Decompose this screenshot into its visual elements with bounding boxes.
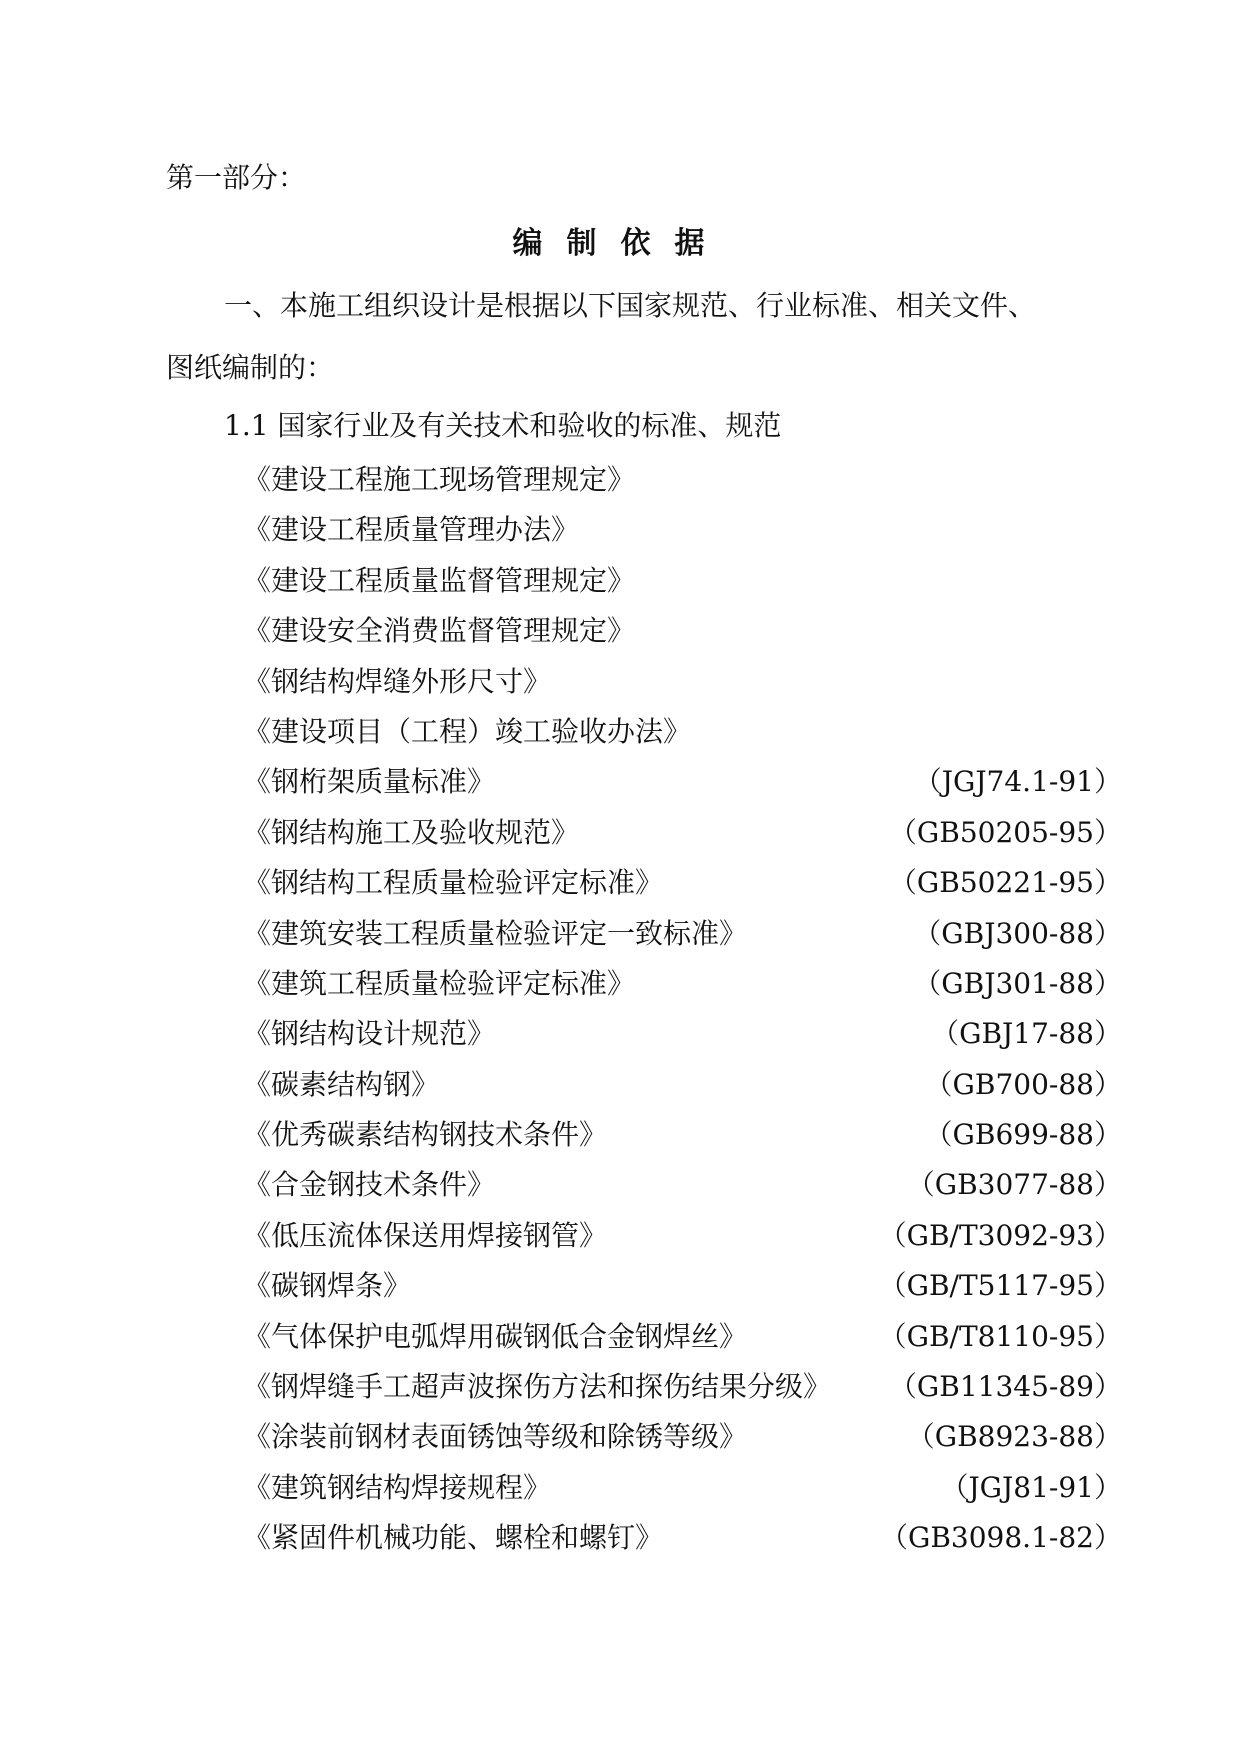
list-item	[0, 1520, 1241, 1570]
standard-code: （JGJ74.1-91）	[913, 765, 1122, 799]
standard-title: 《紧固件机械功能、螺栓和螺钉》	[243, 1521, 664, 1555]
standard-code: （GBJ300-88）	[913, 916, 1122, 950]
list-item	[0, 1167, 1241, 1217]
standard-title: 《钢结构设计规范》	[243, 1017, 496, 1051]
standard-title: 《钢焊缝手工超声波探伤方法和探伤结果分级》	[243, 1370, 832, 1404]
list-item	[0, 1419, 1241, 1469]
intro-paragraph-line-2: 图纸编制的：	[166, 351, 335, 384]
standard-title: 《建设工程质量管理办法》	[243, 513, 580, 547]
list-item	[0, 462, 1241, 512]
standard-code: （GB3077-88）	[906, 1168, 1122, 1202]
standards-list	[0, 462, 1241, 1571]
list-item	[0, 613, 1241, 663]
standard-title: 《钢结构施工及验收规范》	[243, 815, 580, 849]
standard-title: 《钢桁架质量标准》	[243, 765, 496, 799]
standard-code: （JGJ81-91）	[940, 1470, 1122, 1504]
standard-title: 《建设项目（工程）竣工验收办法》	[243, 714, 692, 748]
list-item	[0, 1470, 1241, 1520]
list-item	[0, 563, 1241, 613]
section-title: 1.1 国家行业及有关技术和验收的标准、规范	[224, 409, 782, 442]
standard-title: 《钢结构焊缝外形尺寸》	[243, 664, 552, 698]
standard-title: 《建设工程施工现场管理规定》	[243, 463, 636, 496]
part-label: 第一部分：	[166, 161, 307, 194]
standard-title: 《合金钢技术条件》	[243, 1168, 496, 1202]
standard-title: 《碳素结构钢》	[243, 1067, 440, 1101]
standard-code: （GBJ17-88）	[931, 1017, 1122, 1051]
page-title: 编制依据	[512, 226, 729, 261]
standard-title: 《优秀碳素结构钢技术条件》	[243, 1118, 608, 1152]
list-item	[0, 1067, 1241, 1117]
list-item	[0, 512, 1241, 562]
standard-code: （GB/T5117-95）	[878, 1269, 1122, 1303]
list-item	[0, 1319, 1241, 1369]
standard-code: （GB700-88）	[924, 1067, 1122, 1101]
list-item	[0, 714, 1241, 764]
standard-code: （GB50221-95）	[888, 866, 1122, 900]
standard-title: 《建筑钢结构焊接规程》	[243, 1470, 552, 1504]
list-item	[0, 865, 1241, 915]
list-item	[0, 1218, 1241, 1268]
standard-code: （GB/T3092-93）	[878, 1218, 1122, 1252]
list-item	[0, 664, 1241, 714]
list-item	[0, 815, 1241, 865]
standard-title: 《建筑安装工程质量检验评定一致标准》	[243, 916, 748, 950]
standard-title: 《碳钢焊条》	[243, 1269, 412, 1303]
standard-code: （GB8923-88）	[906, 1420, 1122, 1454]
standard-title: 《涂装前钢材表面锈蚀等级和除锈等级》	[243, 1420, 748, 1454]
standard-code: （GB/T8110-95）	[878, 1319, 1122, 1353]
standard-code: （GB50205-95）	[888, 815, 1122, 849]
standard-title: 《气体保护电弧焊用碳钢低合金钢焊丝》	[243, 1319, 748, 1353]
standard-code: （GBJ301-88）	[913, 966, 1122, 1000]
list-item	[0, 764, 1241, 814]
intro-paragraph-line-1: 一、本施工组织设计是根据以下国家规范、行业标准、相关文件、	[224, 289, 1037, 322]
standard-code: （GB699-88）	[924, 1118, 1122, 1152]
standard-title: 《钢结构工程质量检验评定标准》	[243, 866, 664, 900]
standard-title: 《建筑工程质量检验评定标准》	[243, 966, 636, 1000]
standard-title: 《建设工程质量监督管理规定》	[243, 563, 636, 597]
list-item	[0, 1016, 1241, 1066]
standard-title: 《低压流体保送用焊接钢管》	[243, 1218, 608, 1252]
list-item	[0, 1268, 1241, 1318]
list-item	[0, 966, 1241, 1016]
standard-code: （GB11345-89）	[888, 1370, 1122, 1404]
standard-title: 《建设安全消费监督管理规定》	[243, 614, 636, 648]
list-item	[0, 916, 1241, 966]
list-item	[0, 1369, 1241, 1419]
list-item	[0, 1117, 1241, 1167]
standard-code: （GB3098.1-82）	[879, 1521, 1122, 1555]
